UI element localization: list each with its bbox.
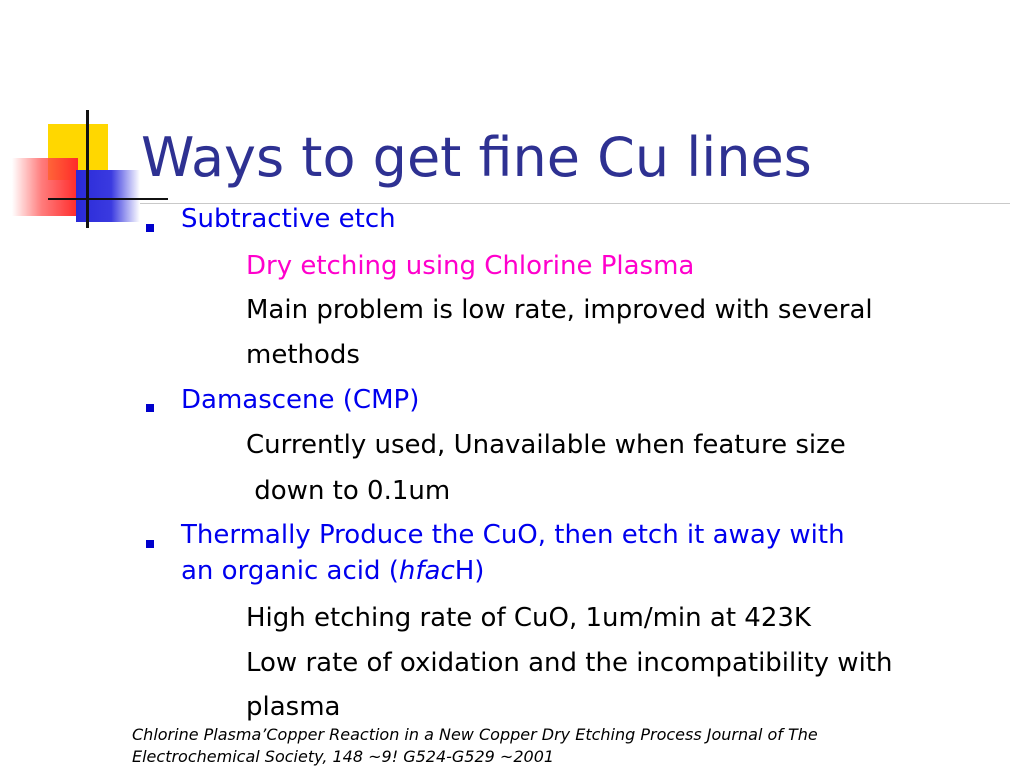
- bullet-marker: [146, 540, 154, 548]
- sub-item-dry-etching: Dry etching using Chlorine Plasma: [246, 251, 695, 281]
- sub-item-etching-rate: High etching rate of CuO, 1um/min at 423K: [246, 603, 811, 633]
- citation-line2: Electrochemical Society, 148 ~9! G524-G529 ~2001: [132, 747, 555, 766]
- bullet-damascene: Damascene (CMP): [181, 385, 420, 415]
- bullet-subtractive-etch: Subtractive etch: [181, 204, 396, 234]
- bullet-thermally-produce-line1: Thermally Produce the CuO, then etch it away with: [181, 520, 845, 550]
- sub-item-oxidation-rate: Low rate of oxidation and the incompatibility with: [246, 648, 893, 678]
- citation-line1: Chlorine Plasma’Copper Reaction in a New Copper Dry Etching Process Journal of The: [132, 725, 818, 744]
- sub-item-currently-used: Currently used, Unavailable when feature size: [246, 430, 846, 460]
- sub-item-plasma: plasma: [246, 692, 341, 722]
- hfac-italic-text: hfac: [398, 556, 455, 586]
- organic-acid-text: an organic acid (: [181, 556, 399, 586]
- slide-title: Ways to get fine Cu lines: [141, 126, 812, 189]
- logo-vertical-line: [86, 110, 89, 228]
- sub-item-main-problem: Main problem is low rate, improved with several: [246, 295, 873, 325]
- bullet-marker: [146, 224, 154, 232]
- bullet-thermally-produce-line2: [181, 555, 484, 587]
- organic-acid-suffix: H): [454, 556, 485, 586]
- sub-item-methods: methods: [246, 340, 360, 370]
- logo-horizontal-line: [48, 198, 168, 200]
- sub-item-feature-size: down to 0.1um: [246, 476, 451, 506]
- bullet-marker: [146, 404, 154, 412]
- logo-red-square: [12, 158, 78, 216]
